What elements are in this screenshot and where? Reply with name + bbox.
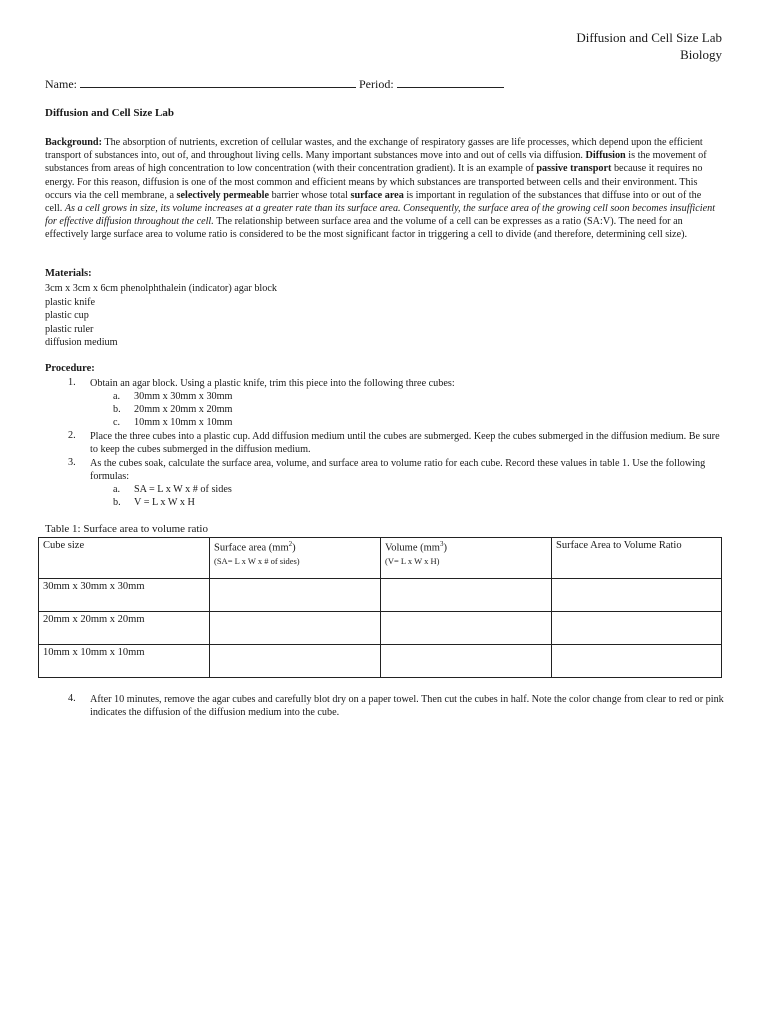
background-text-1: The absorption of nutrients, excretion of cellular wastes, and the exchange of respiratory gasses are life processes, which depend upon the efficient transport of substances into, out of, and throughout living cells. Many important substances move into and out of cells via diffusion.: [45, 137, 703, 162]
volume-cell[interactable]: [381, 645, 552, 678]
list-item: 3cm x 3cm x 6cm phenolphthalein (indicator) agar block: [45, 283, 277, 294]
row-label: 10mm x 10mm x 10mm: [39, 645, 210, 678]
period-blank[interactable]: [397, 76, 504, 88]
table-header-row: [39, 538, 722, 579]
header-title: Diffusion and Cell Size Lab: [576, 30, 722, 45]
list-item: diffusion medium: [45, 337, 118, 348]
background-italic: As a cell grows in size, its volume increases at a greater rate than its surface area. Consequently, the surface area of the growing cell soon becomes insufficient for effective diffusion throughout the cell.: [45, 203, 716, 228]
col-header-label: Cube size: [43, 540, 85, 551]
col-header-label: Volume (mm: [385, 542, 440, 554]
materials-list: [45, 282, 277, 350]
step-1-number: 1.: [68, 377, 76, 388]
sub-letter: a.: [113, 484, 121, 495]
col-ratio: [552, 538, 722, 579]
row-label: 30mm x 30mm x 30mm: [39, 579, 210, 612]
list-item: plastic cup: [45, 310, 89, 321]
step-4-number: 4.: [68, 693, 76, 704]
table-caption: Table 1: Surface area to volume ratio: [45, 523, 208, 535]
sub-letter: a.: [113, 391, 121, 402]
table-row: [39, 579, 722, 612]
table-row: [39, 612, 722, 645]
sub-text: 20mm x 20mm x 20mm: [134, 404, 233, 415]
unit-superscript: 3: [439, 540, 444, 548]
background-text-3: because it requires no energy. For this reason, diffusion is one of the most common and efficient means by which substances are transported between cells and their environment. This occurs via the cell membrane, a: [45, 163, 703, 201]
background-text-5: is important in regulation of the substances that diffuse into or out of the cell.: [45, 189, 702, 215]
surface-area-table: [38, 537, 722, 678]
col-header-formula: (V= L x W x H): [385, 555, 440, 566]
list-item: plastic ruler: [45, 323, 94, 335]
name-label: Name:: [45, 77, 77, 91]
sub-text: V = L x W x H: [134, 497, 195, 508]
col-cube-size: [39, 538, 210, 579]
ratio-cell[interactable]: [552, 612, 722, 645]
sub-text: 30mm x 30mm x 30mm: [134, 391, 233, 402]
term-selectively-permeable: selectively permeable: [176, 189, 270, 201]
sub-letter: b.: [113, 497, 121, 508]
sub-text: SA = L x W x # of sides: [134, 484, 232, 495]
col-surface-area: Surface area $(mm^2)$ (SA= L x W x # of sides): [210, 538, 381, 579]
step-3-number: 3.: [68, 457, 76, 468]
step-3-text: As the cubes soak, calculate the surface area, volume, and surface area to volume ratio for each cube. Record these values in table 1. Use the following formulas:: [90, 458, 706, 483]
period-label: Period:: [359, 77, 394, 91]
lab-title: Diffusion and Cell Size Lab: [45, 107, 174, 119]
step-4-text: After 10 minutes, remove the agar cubes and carefully blot dry on a paper towel. Then cut the cubes in half. Note the color change from clear to red or pink indicates the diffusion of the diffusion medium into the cube.: [90, 694, 724, 719]
step-2-text: Place the three cubes into a plastic cup. Add diffusion medium until the cubes are submerged. Keep the cubes submerged in the diffusion medium. Be sure to keep the cubes submerged in the diffusion medium.: [90, 431, 720, 456]
background-text-6: The relationship between surface area and the volume of a cell can be expresses as a ratio (SA:V). The need for an effectively large surface area to volume ratio is considered to be the most significant factor in triggering a cell to divide (and therefore, determining cell size).: [45, 216, 688, 241]
table-row: [39, 645, 722, 678]
procedure-heading: Procedure:: [45, 363, 95, 374]
unit-superscript: 2: [288, 540, 293, 548]
col-header-label: Surface area (mm: [214, 542, 289, 554]
background-paragraph: [45, 136, 721, 242]
col-header-formula: (SA= L x W x # of sides): [214, 555, 300, 566]
name-period-line: [45, 76, 504, 92]
col-volume: Volume $(mm^3)$ (V= L x W x H): [381, 538, 552, 579]
term-passive-transport: passive transport: [536, 163, 612, 175]
sub-letter: b.: [113, 404, 121, 415]
surface-area-cell[interactable]: [210, 612, 381, 645]
name-blank[interactable]: [80, 76, 356, 88]
sub-letter: c.: [113, 417, 121, 428]
volume-cell[interactable]: [381, 612, 552, 645]
list-item: plastic knife: [45, 296, 96, 308]
volume-cell[interactable]: [381, 579, 552, 612]
col-header-label: Surface Area to Volume Ratio: [556, 540, 682, 551]
row-label: 20mm x 20mm x 20mm: [39, 612, 210, 645]
header-subject: Biology: [680, 47, 722, 62]
surface-area-cell[interactable]: [210, 645, 381, 678]
step-2-number: 2.: [68, 430, 76, 441]
sub-text: 10mm x 10mm x 10mm: [134, 417, 233, 428]
ratio-cell[interactable]: [552, 645, 722, 678]
background-text-4: barrier whose total: [269, 189, 351, 201]
step-1-text: Obtain an agar block. Using a plastic knife, trim this piece into the following three cubes:: [90, 378, 455, 389]
materials-heading: Materials:: [45, 268, 92, 279]
page-header: [576, 29, 722, 63]
ratio-cell[interactable]: [552, 579, 722, 612]
background-label: Background:: [45, 137, 102, 148]
background-text-2: is the movement of substances from areas of high concentration to low concentration (with their concentration gradient). It is an example of: [45, 150, 707, 175]
surface-area-cell[interactable]: [210, 579, 381, 612]
term-diffusion: Diffusion: [585, 150, 626, 162]
term-surface-area: surface area: [350, 189, 404, 201]
